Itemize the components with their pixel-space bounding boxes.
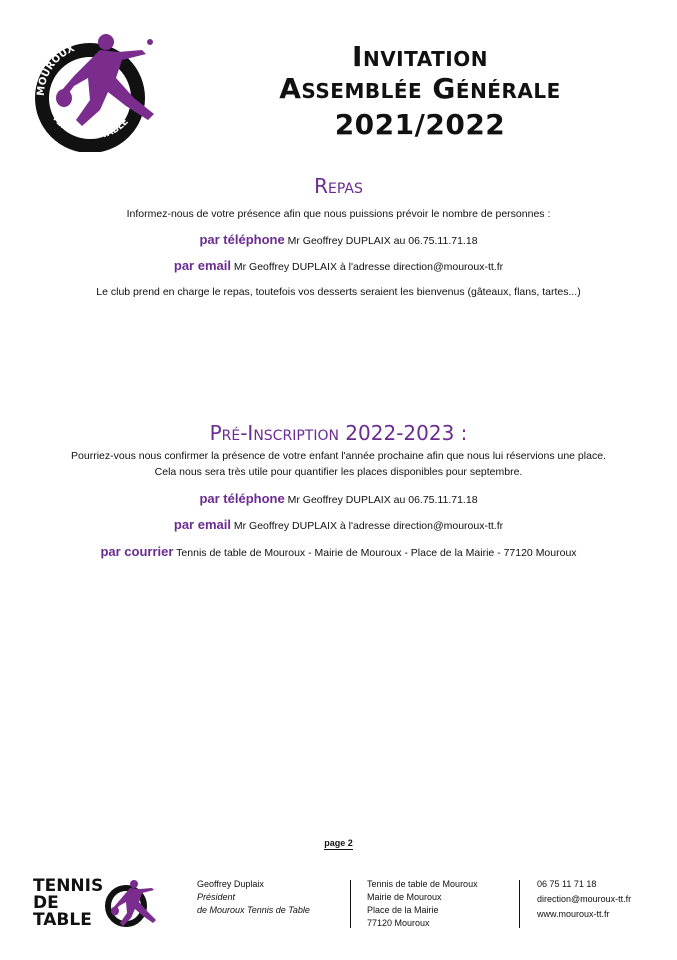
repas-phone-text: Mr Geoffrey DUPLAIX au 06.75.11.71.18: [287, 235, 478, 247]
preinscription-mail-line: [0, 544, 677, 559]
footer-name: Geoffrey Duplaix: [197, 879, 264, 889]
footer-contact-info: [537, 878, 631, 921]
preinscription-email-text: Mr Geoffrey DUPLAIX à l'adresse direction@mouroux-tt.fr: [233, 520, 504, 532]
footer-address: [367, 878, 478, 930]
title-line-1: Invitation: [352, 40, 488, 73]
preinscription-phone-text: Mr Geoffrey DUPLAIX au 06.75.11.71.18: [287, 494, 478, 506]
club-logo: [30, 30, 162, 152]
preinscription-mail-label: par courrier: [100, 544, 174, 559]
footer-address-line-4: 77120 Mouroux: [367, 918, 430, 928]
logo-top-text: MOUROUX: [35, 43, 77, 97]
preinscription-title: Pré-Inscription 2022-2023 :: [209, 421, 468, 445]
footer-logo-line-2: DE: [33, 893, 59, 913]
footer-logo-line-1: TENNIS: [33, 876, 104, 896]
repas-email-label: par email: [173, 258, 231, 273]
footer-logo-icon: [100, 878, 160, 928]
footer-address-line-1: Tennis de table de Mouroux: [367, 879, 478, 889]
footer-address-line-3: Place de la Mairie: [367, 905, 439, 915]
preinscription-phone-label: par téléphone: [199, 491, 285, 506]
repas-intro: Informez-nous de votre présence afin que nous puissions prévoir le nombre de personnes :: [126, 208, 551, 220]
repas-title: Repas: [314, 174, 363, 198]
preinscription-intro-1: Pourriez-vous nous confirmer la présence de votre enfant l'année prochaine afin que nous lui réservions une place.: [71, 450, 606, 462]
title-line-3: 2021/2022: [334, 108, 506, 141]
footer-role: Président: [197, 892, 236, 902]
title-line-2: Assemblée Générale: [279, 72, 561, 105]
page-number: [0, 838, 677, 848]
footer-phone: 06 75 11 71 18: [537, 879, 597, 889]
repas-email-line: [0, 258, 677, 273]
preinscription-phone-line: [0, 491, 677, 506]
footer-email[interactable]: direction@mouroux-tt.fr: [537, 894, 632, 904]
footer-logo-line-3: TABLE: [33, 910, 92, 930]
logo-bottom-text: TENNIS DE TABLE: [49, 113, 131, 142]
footer-website[interactable]: www.mouroux-tt.fr: [537, 909, 610, 919]
preinscription-email-label: par email: [173, 517, 231, 532]
footer-address-line-2: Mairie de Mouroux: [367, 892, 442, 902]
repas-note: Le club prend en charge le repas, toutefois vos desserts seraient les bienvenus (gâteaux, flans, tartes...): [96, 286, 581, 298]
preinscription-mail-text: Tennis de table de Mouroux - Mairie de Mouroux - Place de la Mairie - 77120 Mouroux: [176, 547, 577, 559]
preinscription-email-line: [0, 517, 677, 532]
repas-email-text: Mr Geoffrey DUPLAIX à l'adresse direction@mouroux-tt.fr: [233, 261, 504, 273]
footer-org: de Mouroux Tennis de Table: [197, 905, 310, 915]
page-number-text: page 2: [324, 838, 353, 848]
footer-divider-2: [519, 880, 520, 928]
repas-phone-label: par téléphone: [199, 232, 285, 247]
footer-divider-1: [350, 880, 351, 928]
preinscription-intro-2: Cela nous sera très utile pour quantifier les places disponibles pour septembre.: [154, 466, 523, 478]
repas-phone-line: [0, 232, 677, 247]
footer-contact-person: [197, 878, 310, 917]
footer-logo-text: [33, 878, 103, 929]
